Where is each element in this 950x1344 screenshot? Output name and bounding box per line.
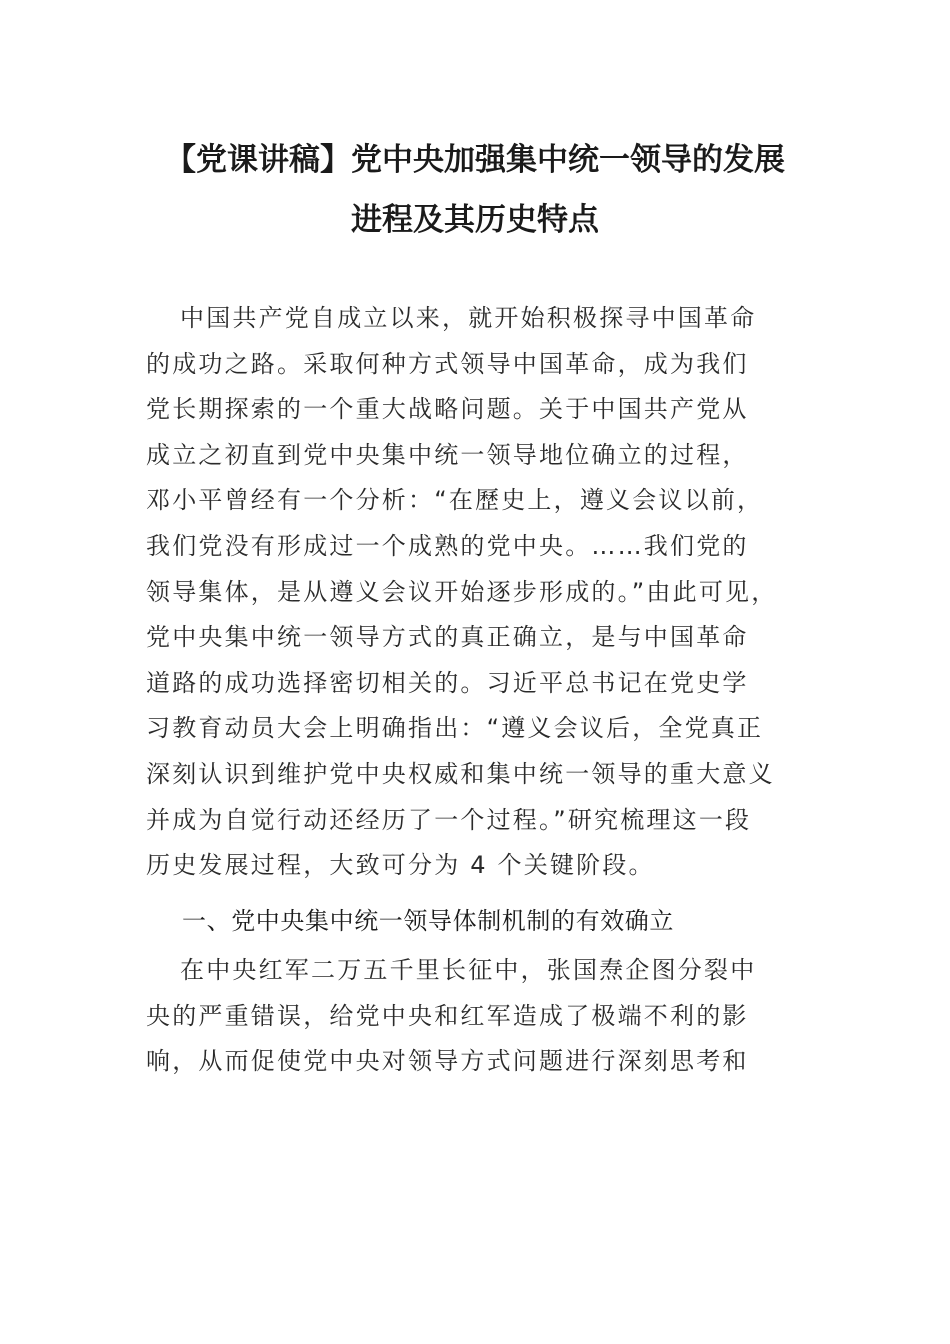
paragraph-line: 领导集体，是从遵义会议开始逐步形成的。”由此可见，	[146, 577, 778, 606]
paragraph-line: 党中央集中统一领导方式的真正确立，是与中国革命	[146, 623, 749, 652]
title-line-1: 【党课讲稿】党中央加强集中统一领导的发展	[165, 142, 785, 178]
paragraph-line: 中国共产党自成立以来，就开始积极探寻中国革命	[180, 304, 757, 332]
paragraph-line: 成立之初直到党中央集中统一领导地位确立的过程，	[146, 440, 749, 469]
paragraph-line: 我们党没有形成过一个成熟的党中央。……我们党的	[146, 531, 749, 560]
paragraph-2	[146, 948, 826, 1085]
paragraph-line: 深刻认识到维护党中央权威和集中统一领导的重大意义	[146, 759, 775, 788]
paragraph-line: 并成为自觉行动还经历了一个过程。”研究梳理这一段	[146, 805, 752, 834]
paragraph-line: 在中央红军二万五千里长征中，张国焘企图分裂中	[180, 956, 757, 984]
title-line-2: 进程及其历史特点	[351, 202, 599, 238]
section-heading: 一、党中央集中统一领导体制机制的有效确立	[182, 907, 674, 935]
paragraph-line: 邓小平曾经有一个分析：“在歷史上，遵义会议以前，	[146, 486, 764, 515]
paragraph-line: 历史发展过程，大致可分为 4 个关键阶段。	[146, 851, 655, 880]
paragraph-line: 响，从而促使党中央对领导方式问题进行深刻思考和	[146, 1047, 749, 1076]
paragraph-line: 习教育动员大会上明确指出：“遵义会议后，全党真正	[146, 714, 764, 743]
paragraph-1	[146, 296, 826, 889]
paragraph-line: 党长期探索的一个重大战略问题。关于中国共产党从	[146, 395, 749, 424]
document-title	[120, 130, 830, 250]
paragraph-line: 的成功之路。采取何种方式领导中国革命，成为我们	[146, 349, 749, 378]
paragraph-line: 央的严重错误，给党中央和红军造成了极端不利的影	[146, 1001, 749, 1030]
paragraph-line: 道路的成功选择密切相关的。习近平总书记在党史学	[146, 668, 749, 697]
